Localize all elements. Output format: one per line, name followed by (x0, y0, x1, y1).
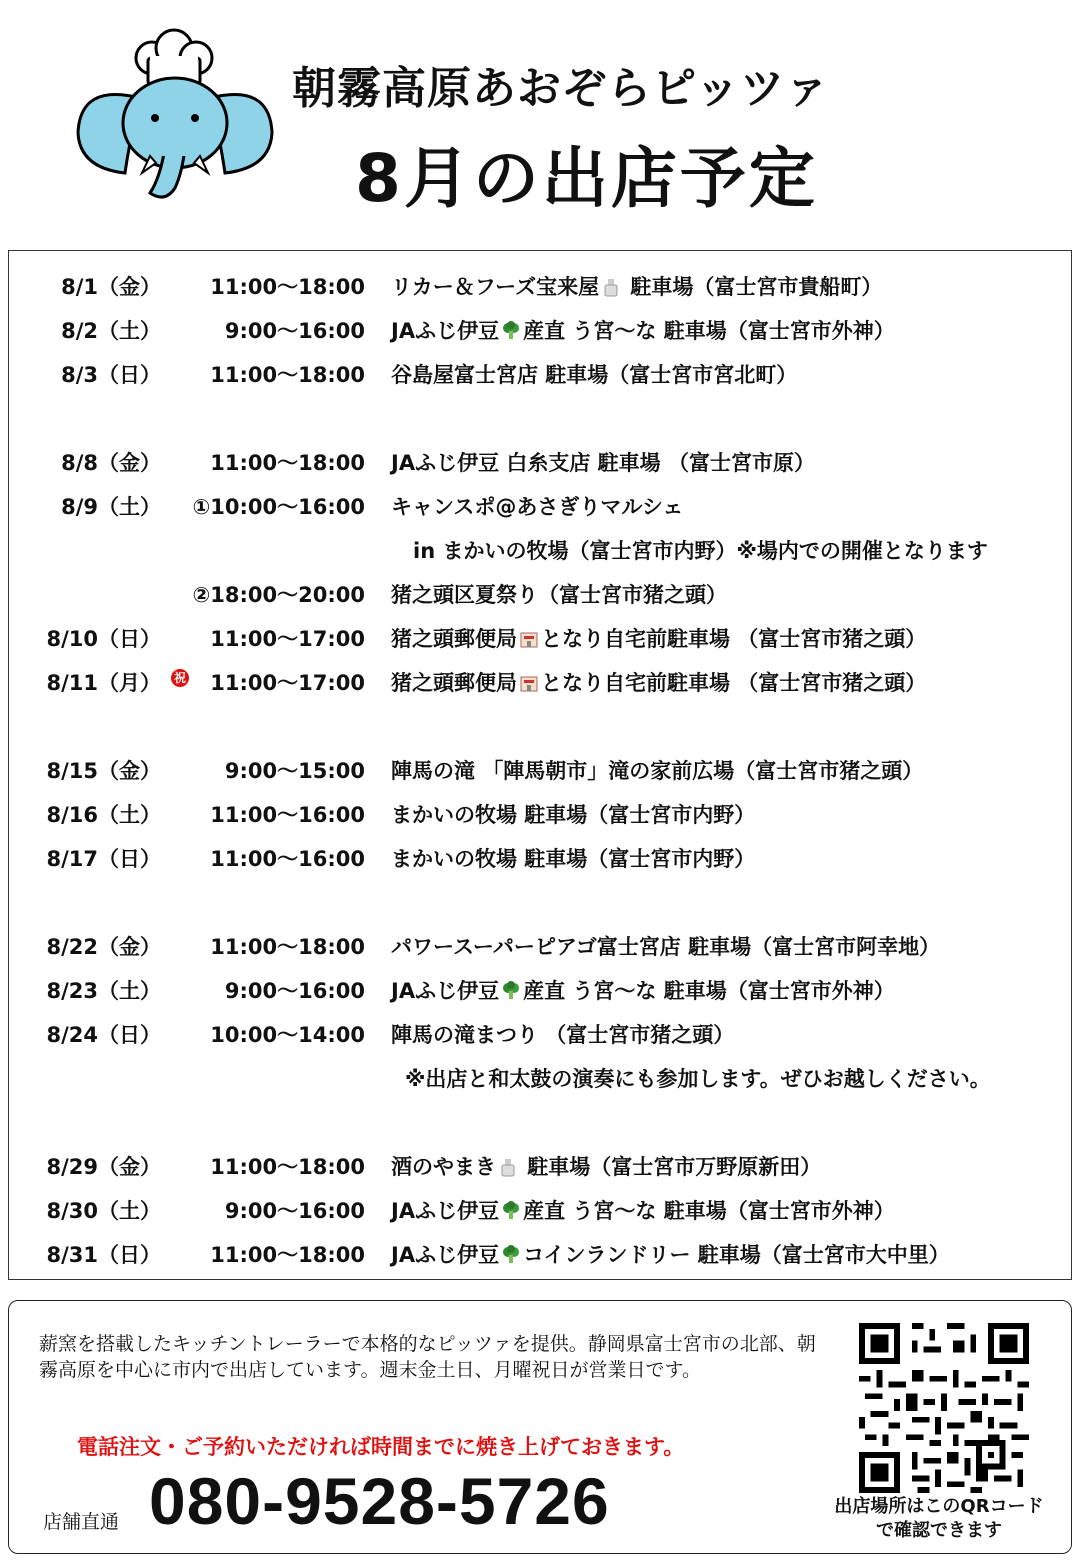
schedule-date: 8/30（土） (46, 1199, 161, 1223)
schedule-date: 8/10（日） (46, 627, 161, 651)
schedule-row (9, 531, 1071, 567)
schedule-location: キャンスポ@あさぎりマルシェ (391, 495, 684, 519)
schedule-row (9, 267, 1071, 303)
schedule-time: 11:00〜17:00 (210, 627, 365, 651)
broccoli-icon (501, 321, 521, 341)
schedule-location: 猪之頭郵便局 となり自宅前駐車場 （富士宮市猪之頭） (391, 627, 927, 651)
schedule-date: 8/31（日） (46, 1243, 161, 1267)
phone-label: 店舗直通 (43, 1511, 120, 1533)
schedule-date: 8/22（金） (46, 935, 161, 959)
schedule-row (9, 1015, 1071, 1051)
schedule-location: 谷島屋富士宮店 駐車場（富士宮市宮北町） (391, 363, 798, 387)
schedule-list (8, 250, 1072, 1280)
schedule-location: 陣馬の滝 「陣馬朝市」滝の家前広場（富士宮市猪之頭） (391, 759, 924, 783)
schedule-row (9, 839, 1071, 875)
schedule-location: まかいの牧場 駐車場（富士宮市内野） (391, 803, 756, 827)
schedule-row (9, 795, 1071, 831)
sake-bottle-icon (601, 277, 621, 297)
phone-number[interactable]: 080-9528-5726 (149, 1464, 610, 1538)
schedule-time: 11:00〜18:00 (210, 275, 365, 299)
shop-description: 薪窯を搭載したキッチントレーラーで本格的なピッツァを提供。静岡県富士宮市の北部、朝霧高原を中心に市内で出店しています。週末金土日、月曜祝日が営業日です。 (39, 1333, 816, 1381)
schedule-location: 猪之頭区夏祭り（富士宮市猪之頭） (391, 583, 727, 607)
schedule-time: 9:00〜16:00 (224, 979, 365, 1003)
order-notice: 電話注文・ご予約いただければ時間までに焼き上げておきます。 (77, 1435, 685, 1459)
schedule-location: JAふじ伊豆 産直 う宮〜な 駐車場（富士宮市外神） (391, 319, 895, 343)
schedule-location: JAふじ伊豆 白糸支店 駐車場 （富士宮市原） (391, 451, 815, 475)
schedule-time: 11:00〜18:00 (210, 1155, 365, 1179)
schedule-location: 陣馬の滝まつり （富士宮市猪之頭） (391, 1023, 735, 1047)
schedule-row (9, 1147, 1071, 1183)
schedule-time: 9:00〜16:00 (224, 319, 365, 343)
schedule-date: 8/1（金） (61, 275, 161, 299)
schedule-row (9, 1059, 1071, 1095)
shop-info-box (8, 1300, 1072, 1554)
schedule-row (9, 751, 1071, 787)
schedule-note: ※出店と和太鼓の演奏にも参加します。ぜひお越しください。 (405, 1067, 991, 1091)
schedule-time: 11:00〜16:00 (210, 803, 365, 827)
schedule-time: 11:00〜18:00 (210, 363, 365, 387)
schedule-row (9, 355, 1071, 391)
page-subtitle: 8月の出店予定 (355, 140, 818, 217)
schedule-row (9, 619, 1071, 655)
schedule-row (9, 443, 1071, 479)
post-office-icon (519, 673, 539, 693)
schedule-date: 8/3（日） (61, 363, 161, 387)
schedule-row (9, 971, 1071, 1007)
schedule-date: 8/17（日） (46, 847, 161, 871)
schedule-location: パワースーパーピアゴ富士宮店 駐車場（富士宮市阿幸地） (391, 935, 941, 959)
schedule-location: JAふじ伊豆 コインランドリー 駐車場（富士宮市大中里） (391, 1243, 950, 1267)
header (0, 0, 1080, 250)
qr-caption: 出店場所はこのQRコード で確認できます (834, 1496, 1044, 1541)
schedule-location: JAふじ伊豆 産直 う宮〜な 駐車場（富士宮市外神） (391, 1199, 895, 1223)
broccoli-icon (501, 1245, 521, 1265)
schedule-location: in まかいの牧場（富士宮市内野）※場内での開催となります (413, 539, 988, 563)
schedule-date: 8/11（月） (46, 671, 161, 695)
schedule-time: ②18:00〜20:00 (192, 583, 365, 607)
sake-bottle-icon (498, 1157, 518, 1177)
schedule-date: 8/2（土） (61, 319, 161, 343)
schedule-row (9, 311, 1071, 347)
schedule-row (9, 575, 1071, 611)
elephant-chef-logo (70, 28, 280, 213)
schedule-time: 11:00〜18:00 (210, 1243, 365, 1267)
schedule-time: 9:00〜16:00 (224, 1199, 365, 1223)
schedule-date: 8/8（金） (61, 451, 161, 475)
schedule-location: 酒のやまき 駐車場（富士宮市万野原新田） (391, 1155, 822, 1179)
schedule-date: 8/29（金） (46, 1155, 161, 1179)
schedule-date: 8/24（日） (46, 1023, 161, 1047)
schedule-time: ①10:00〜16:00 (192, 495, 365, 519)
broccoli-icon (501, 1201, 521, 1221)
schedule-time: 11:00〜16:00 (210, 847, 365, 871)
schedule-date: 8/23（土） (46, 979, 161, 1003)
holiday-badge: 祝 (171, 669, 189, 687)
schedule-time: 11:00〜18:00 (210, 935, 365, 959)
qr-code[interactable] (859, 1323, 1029, 1493)
schedule-row (9, 1191, 1071, 1227)
schedule-date: 8/16（土） (46, 803, 161, 827)
schedule-row (9, 927, 1071, 963)
schedule-row (9, 663, 1071, 699)
schedule-date: 8/15（金） (46, 759, 161, 783)
schedule-location: JAふじ伊豆 産直 う宮〜な 駐車場（富士宮市外神） (391, 979, 895, 1003)
schedule-time: 9:00〜15:00 (224, 759, 365, 783)
schedule-time: 10:00〜14:00 (210, 1023, 365, 1047)
schedule-location: まかいの牧場 駐車場（富士宮市内野） (391, 847, 756, 871)
schedule-time: 11:00〜17:00 (210, 671, 365, 695)
schedule-row (9, 487, 1071, 523)
schedule-location: 猪之頭郵便局 となり自宅前駐車場 （富士宮市猪之頭） (391, 671, 927, 695)
schedule-date: 8/9（土） (61, 495, 161, 519)
post-office-icon (519, 629, 539, 649)
schedule-row (9, 1235, 1071, 1271)
schedule-location: リカー＆フーズ宝来屋 駐車場（富士宮市貴船町） (391, 275, 883, 299)
page-title: 朝霧高原あおぞらピッツァ (292, 63, 830, 114)
schedule-time: 11:00〜18:00 (210, 451, 365, 475)
broccoli-icon (501, 981, 521, 1001)
